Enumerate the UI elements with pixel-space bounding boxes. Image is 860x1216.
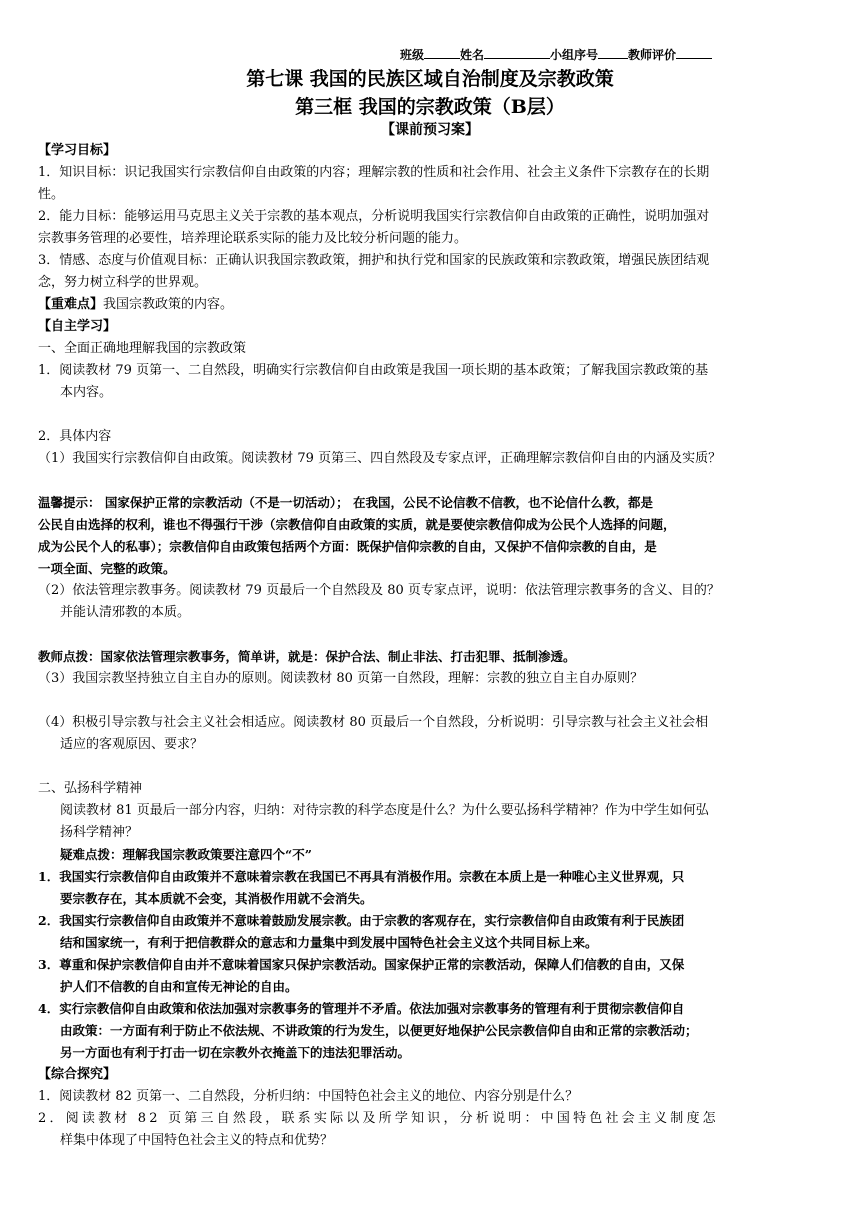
preview-title: 【课前预习案】 <box>381 122 479 138</box>
section-two-text-cont: 扬科学精神？ <box>60 825 139 840</box>
difficulty-2-cont: 结和国家统一，有利于把信教群众的意志和力量集中到发展中国特色社会主义这个共同目标上来。 <box>60 935 598 950</box>
self-study-heading: 【自主学习】 <box>38 319 117 334</box>
worksheet-content <box>38 140 824 1152</box>
student-info-line <box>400 46 712 63</box>
goal-ability: 2．能力目标：能够运用马克思主义关于宗教的基本观点，分析说明我国实行宗教信仰自由政策的正确性，说明加强对 <box>38 209 710 224</box>
question-4: （4）积极引导宗教与社会主义社会相适应。阅读教材 80 页最后一个自然段，分析说明：引导宗教与社会主义社会相 <box>38 715 709 730</box>
difficulty-4-cont-1: 由政策：一方面有利于防止不依法规、不讲政策的行为发生，以便更好地保护公民宗教信仰自由和正常的宗教活动； <box>60 1023 698 1038</box>
inquiry-heading: 【综合探究】 <box>38 1067 117 1082</box>
class-label: 班级 <box>400 48 425 62</box>
difficulty-3-cont: 护人们不信教的自由和宣传无神论的自由。 <box>60 979 298 994</box>
question-3: （3）我国宗教坚持独立自主自办的原则。阅读教材 80 页第一自然段，理解：宗教的独立自主自办原则？ <box>38 671 644 686</box>
teacher-tip: 教师点拨：国家依法管理宗教事务，简单讲，就是：保护合法、制止非法、打击犯罪、抵制渗透。 <box>38 649 576 664</box>
goals-heading: 【学习目标】 <box>38 143 117 158</box>
key-points <box>38 294 824 316</box>
difficulty-3: 3．尊重和保护宗教信仰自由并不意味着国家只保护宗教活动。国家保护正常的宗教活动，保障人们信教的自由，又保 <box>38 957 685 972</box>
tip-1-line-3: 成为公民个人的私事）；宗教信仰自由政策包括两个方面：既保护信仰宗教的自由，又保护不信仰宗教的自由，是 <box>38 539 657 554</box>
goal-knowledge: 1．知识目标：识记我国实行宗教信仰自由政策的内容；理解宗教的性质和社会作用、社会主义条件下宗教存在的长期 <box>38 165 710 180</box>
tip-1-line-2: 公民自由选择的权利，谁也不得强行干涉（宗教信仰自由政策的实质，就是要使宗教信仰成为公民个人选择的问题， <box>38 517 676 532</box>
difficulty-1-cont: 要宗教存在，其本质就不会变，其消极作用就不会消失。 <box>60 891 373 906</box>
key-points-text: 我国宗教政策的内容。 <box>103 297 234 312</box>
question-2-cont: 并能认清邪教的本质。 <box>60 605 191 620</box>
difficulty-1: 1．我国实行宗教信仰自由政策并不意味着宗教在我国已不再具有消极作用。宗教在本质上是一种唯心主义世界观，只 <box>38 869 685 884</box>
item-1-cont: 本内容。 <box>60 385 113 400</box>
goal-attitude: 3．情感、态度与价值观目标：正确认识我国宗教政策，拥护和执行党和国家的民族政策和宗教政策，增强民族团结观 <box>38 253 710 268</box>
difficulty-4-cont-2: 另一方面也有利于打击一切在宗教外衣掩盖下的违法犯罪活动。 <box>60 1045 411 1060</box>
difficulty-4: 4．实行宗教信仰自由政策和依法加强对宗教事务的管理并不矛盾。依法加强对宗教事务的管理有利于贯彻宗教信仰自 <box>38 1001 685 1016</box>
group-label: 小组序号 <box>550 48 599 62</box>
question-2: （2）依法管理宗教事务。阅读教材 79 页最后一个自然段及 80 页专家点评，说明：依法管理宗教事务的含义、目的？ <box>38 583 720 598</box>
difficulty-heading: 疑难点拨：理解我国宗教政策要注意四个“不” <box>60 847 312 862</box>
group-blank[interactable] <box>598 46 628 59</box>
section-title: 第三框 我国的宗教政策（B层） <box>295 96 565 118</box>
tip-1-line-4: 一项全面、完整的政策。 <box>38 561 176 576</box>
inquiry-2: 2．阅读教材 82 页第三自然段，联系实际以及所学知识，分析说明：中国特色社会主义制度怎 <box>38 1111 719 1126</box>
name-blank[interactable] <box>484 46 550 59</box>
class-blank[interactable] <box>424 46 460 59</box>
question-4-cont: 适应的客观原因、要求？ <box>60 737 204 752</box>
item-2: 2．具体内容 <box>38 429 112 444</box>
inquiry-1: 1．阅读教材 82 页第一、二自然段，分析归纳：中国特色社会主义的地位、内容分别是什么？ <box>38 1089 579 1104</box>
lesson-title: 第七课 我国的民族区域自治制度及宗教政策 <box>246 68 614 90</box>
goal-knowledge-cont: 性。 <box>38 187 65 202</box>
question-1: （1）我国实行宗教信仰自由政策。阅读教材 79 页第三、四自然段及专家点评，正确理解宗教信仰自由的内涵及实质？ <box>38 451 722 466</box>
section-two-text: 阅读教材 81 页最后一部分内容，归纳：对待宗教的科学态度是什么？为什么要弘扬科学精神？作为中学生如何弘 <box>60 803 709 818</box>
item-1: 1．阅读教材 79 页第一、二自然段，明确实行宗教信仰自由政策是我国一项长期的基本政策；了解我国宗教政策的基 <box>38 363 709 378</box>
teacher-label: 教师评价 <box>628 48 677 62</box>
name-label: 姓名 <box>460 48 485 62</box>
inquiry-2-cont: 样集中体现了中国特色社会主义的特点和优势？ <box>60 1133 334 1148</box>
goal-ability-cont: 宗教事务管理的必要性，培养理论联系实际的能力及比较分析问题的能力。 <box>38 231 468 246</box>
key-points-label: 【重难点】 <box>38 297 104 312</box>
section-two-heading: 二、弘扬科学精神 <box>38 781 143 796</box>
tip-1-line-1: 温馨提示： 国家保护正常的宗教活动（不是一切活动）； 在我国，公民不论信教不信教，也不论信什么教，都是 <box>38 495 653 510</box>
goal-attitude-cont: 念，努力树立科学的世界观。 <box>38 275 208 290</box>
difficulty-2: 2．我国实行宗教信仰自由政策并不意味着鼓励发展宗教。由于宗教的客观存在，实行宗教信仰自由政策有利于民族团 <box>38 913 685 928</box>
teacher-blank[interactable] <box>676 46 712 59</box>
section-one-heading: 一、全面正确地理解我国的宗教政策 <box>38 341 247 356</box>
